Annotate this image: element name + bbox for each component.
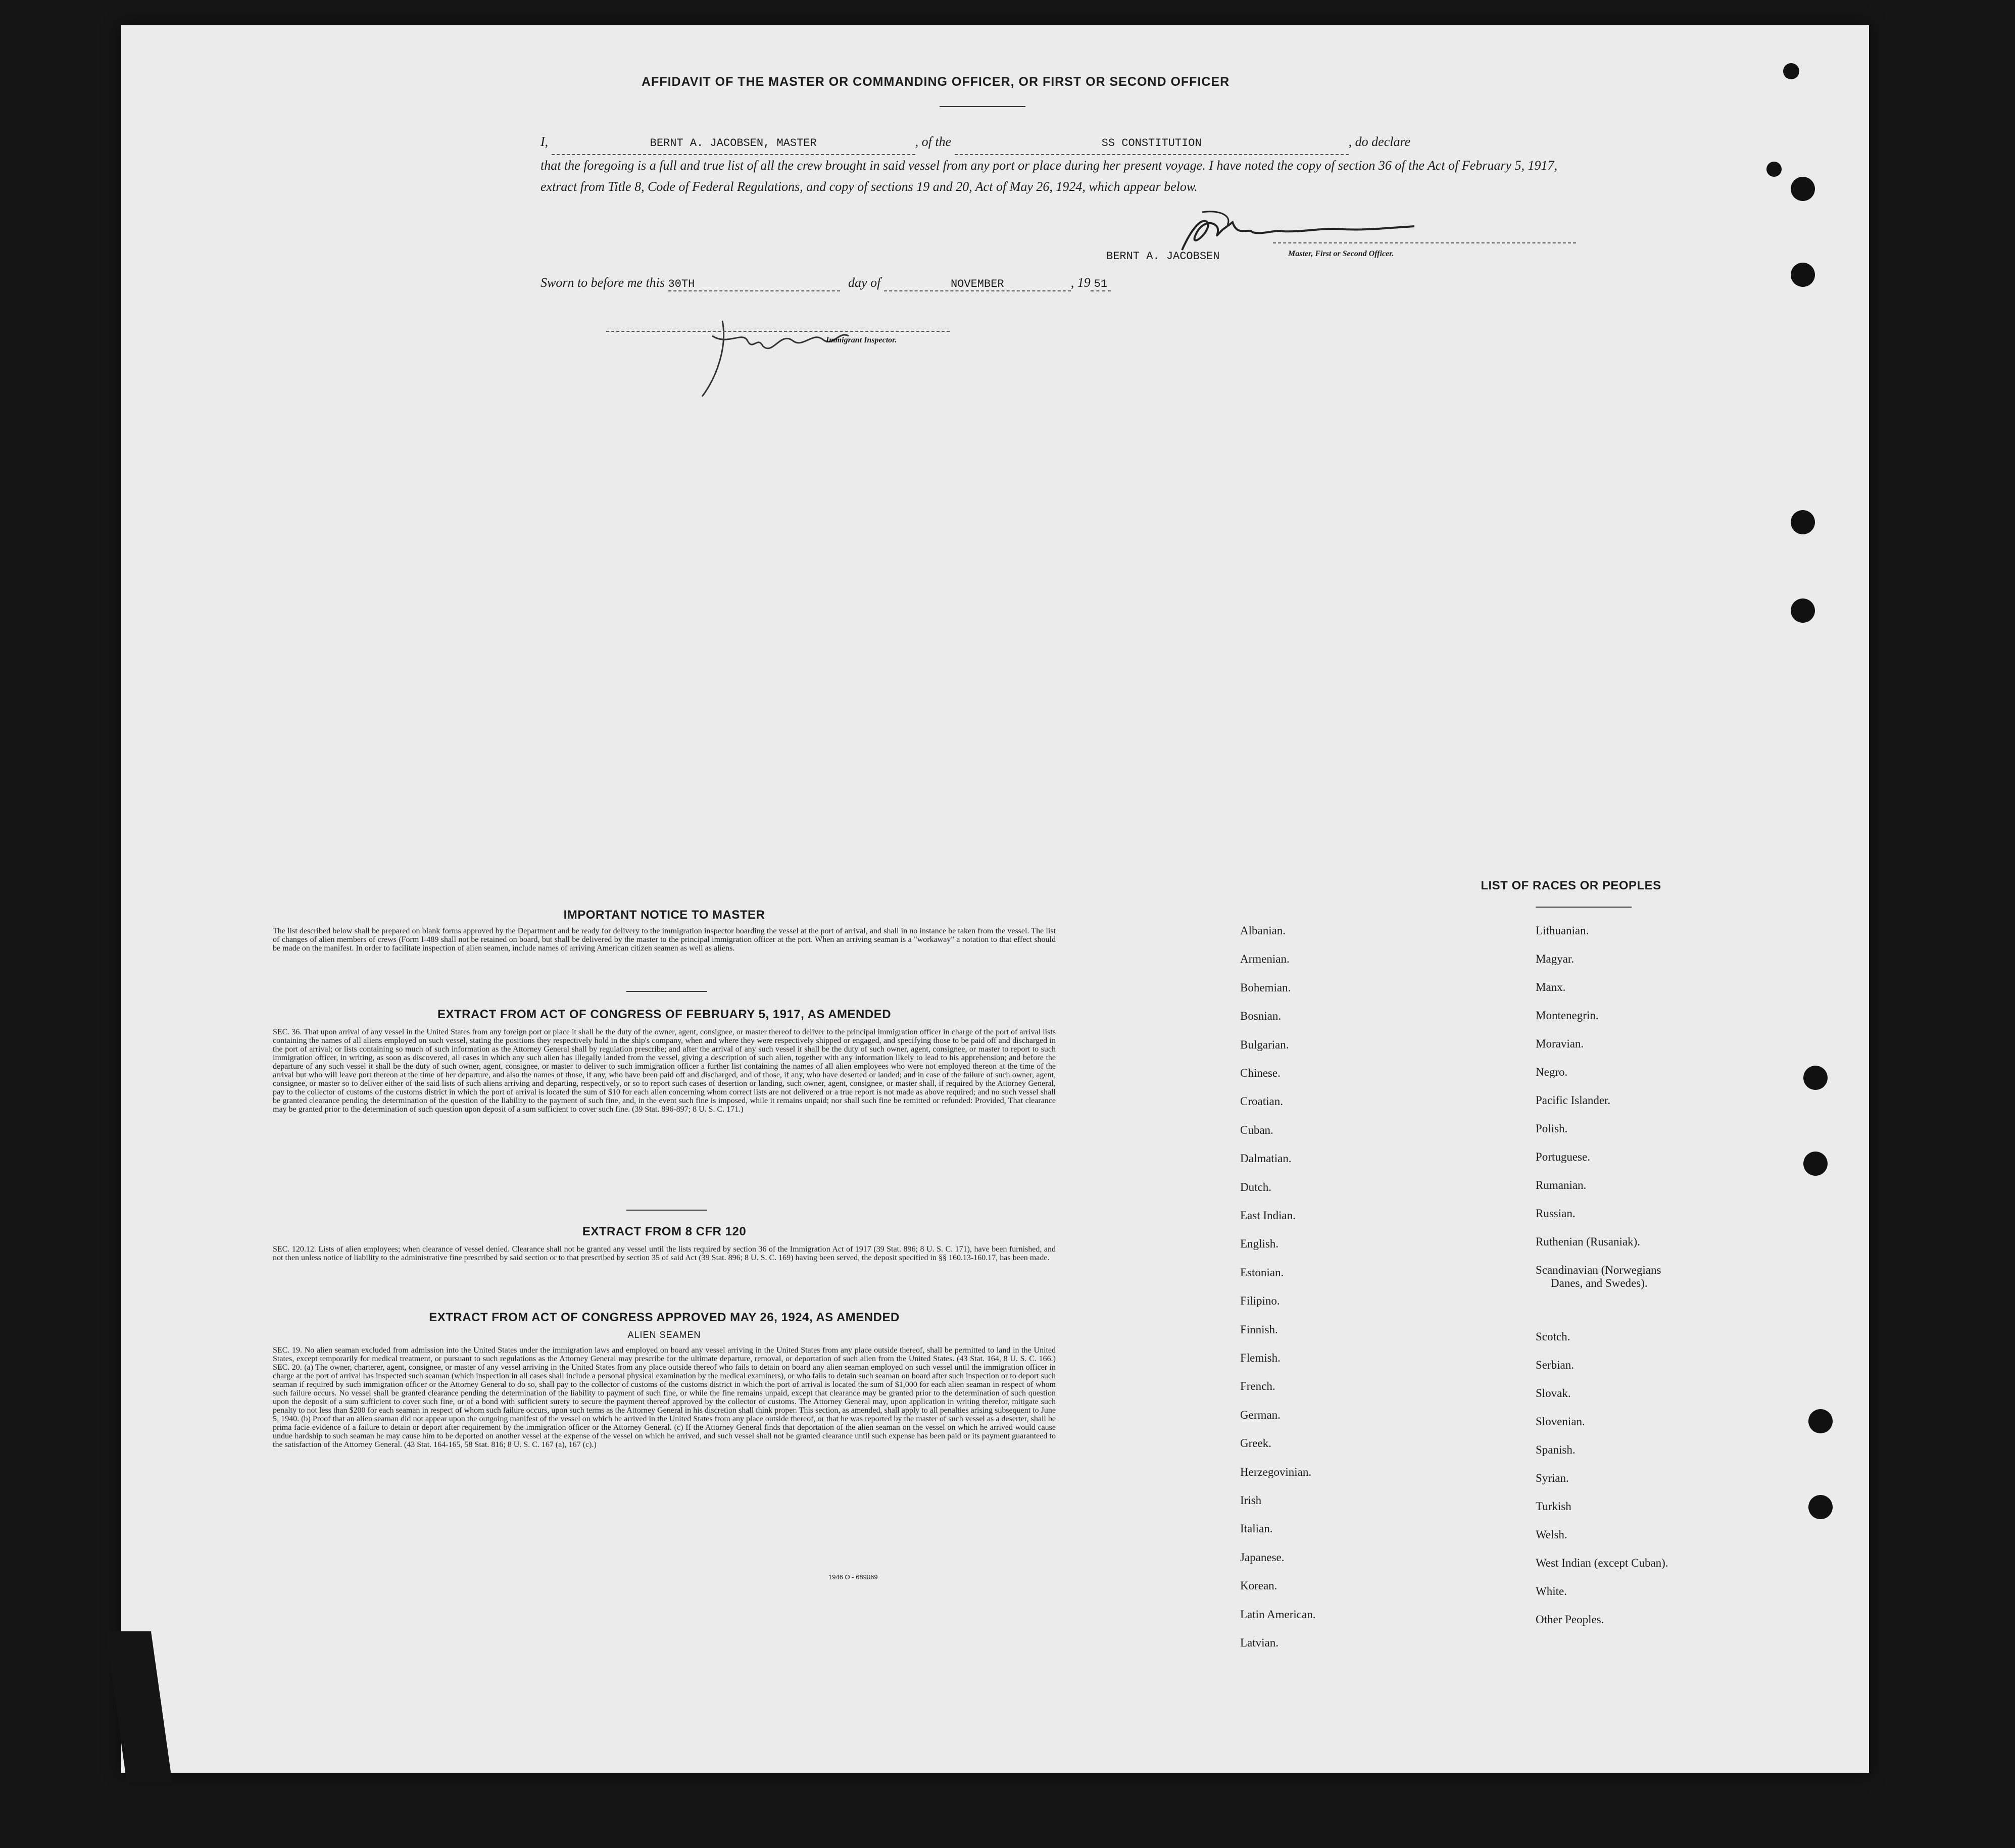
- signer-typed-name: BERNT A. JACOBSEN: [1106, 250, 1220, 263]
- race-item: Rumanian.: [1536, 1179, 1587, 1191]
- race-item: Moravian.: [1536, 1037, 1584, 1050]
- race-item: Pacific Islander.: [1536, 1094, 1611, 1107]
- race-item: Irish: [1240, 1494, 1262, 1507]
- races-rule: [1536, 907, 1632, 908]
- inspector-signature-line: [606, 331, 950, 332]
- race-item: German.: [1240, 1408, 1281, 1421]
- year-prefix: , 19: [1070, 275, 1091, 290]
- race-item: Polish.: [1536, 1122, 1568, 1135]
- race-item: Japanese.: [1240, 1551, 1285, 1564]
- do-declare-label: , do declare: [1348, 134, 1411, 149]
- sworn-label: Sworn to before me this: [540, 275, 665, 290]
- race-item: Russian.: [1536, 1207, 1576, 1220]
- race-item: Bulgarian.: [1240, 1038, 1289, 1051]
- extract1924-text: SEC. 19. No alien seaman excluded from admission into the United States under the immigration laws and employed on board any vessel arriving in the United States from any place outside thereof, shall be permitted to land in the United States, except temporarily for medical treatment, or pursuant to such regulations as the Attorney General may prescribe for the ultimate departure, removal, or deportation of such alien from the United States. (43 Stat. 164, 8 U. S. C. 166.) SEC. 20. (a) The owner, charterer, agent, consignee, or master of any vessel arriving in the United States from any place outside thereof who fails to detain on board any alien seaman employed on such vessel until the immigration officer in charge at the port of arrival has inspected such seaman (which inspection in all cases shall include a personal physical examination by the medical examiners), or who fails to detain such seaman on board after such inspection or to deport such seaman if required by such immigration officer or the Attorney General to do so, shall pay to the collector of customs of the customs district in which the port of arrival is located the sum of $1,000 for each alien seaman in respect of whom such failure occurs. No vessel shall be granted clearance pending the determination of the liability to payment of such fine, or while the fine remains unpaid, except that clearance may be granted prior to the determination of such question upon the deposit of a sum sufficient to cover such fine, or of a bond with sufficient surety to secure the payment thereof approved by the collector of customs. The Attorney General may, upon application in writing therefor, mitigate such penalty to not less than $200 for each seaman in respect of whom such failure occurs, upon such terms as the Attorney General in his discretion shall think proper. This section, as amended, shall apply to all penalties arising subsequent to June 5, 1940. (b) Proof that an alien seaman did not appear upon the outgoing manifest of the vessel on which he arrived in the United States from any place outside thereof, or that he was reported by the master of such vessel as a deserter, shall be prima facie evidence of a failure to detain or deport after requirement by the immigration officer or the Attorney General. (c) If the Attorney General finds that deportation of the alien seaman on the vessel on which he arrived would cause undue hardship to such seaman he may cause him to be deported on another vessel at the expense of the vessel on which he arrived, and such vessel shall not be granted clearance until such expense has been paid or its payment guaranteed to the satisfaction of the Attorney General. (43 Stat. 164-165, 58 Stat. 816; 8 U. S. C. 167 (a), 167 (c).): [273, 1346, 1056, 1449]
- print-code: 1946 O - 689069: [828, 1573, 878, 1581]
- race-item: Manx.: [1536, 981, 1566, 993]
- race-item: Montenegrin.: [1536, 1009, 1599, 1022]
- master-name-field: BERNT A. JACOBSEN, MASTER: [552, 133, 915, 155]
- sworn-line: [540, 275, 1111, 291]
- affidavit-i: I,: [540, 134, 549, 149]
- extract1917-rule: [626, 1210, 707, 1211]
- race-item: West Indian (except Cuban).: [1536, 1557, 1668, 1569]
- race-item: Other Peoples.: [1536, 1613, 1604, 1626]
- race-item: Greek.: [1240, 1437, 1271, 1450]
- inspector-signature: [672, 301, 899, 402]
- month-field: NOVEMBER: [884, 278, 1071, 291]
- document-page: [121, 25, 1869, 1773]
- race-item: Slovak.: [1536, 1387, 1571, 1400]
- race-item: Serbian.: [1536, 1359, 1575, 1371]
- race-item: Chinese.: [1240, 1067, 1281, 1079]
- day-field: 30TH: [668, 278, 840, 291]
- heading-rule: [940, 106, 1025, 107]
- race-item: Herzegovinian.: [1240, 1465, 1312, 1478]
- extract8cfr-title: EXTRACT FROM 8 CFR 120: [582, 1225, 747, 1238]
- extract1924-subtitle: ALIEN SEAMEN: [627, 1330, 701, 1340]
- race-item: Scotch.: [1536, 1330, 1570, 1343]
- race-item: Bohemian.: [1240, 981, 1291, 994]
- race-item: Armenian.: [1240, 953, 1290, 966]
- race-item: Danes, and Swedes).: [1551, 1277, 1648, 1289]
- race-item: English.: [1240, 1237, 1279, 1251]
- race-item: Latvian.: [1240, 1636, 1279, 1649]
- extract1917-text: SEC. 36. That upon arrival of any vessel in the United States from any foreign port or place it shall be the duty of the owner, agent, consignee, or master thereof to deliver to the principal immigration officer in charge of the port of arrival lists containing the names of all aliens employed on such vessel, stating the positions they respectively hold in the ship's company, when and where they were respectively shipped or engaged, and specifying those to be paid off and discharged in the port of arrival; or lists containing so much of such information as the Attorney General shall by regulation prescribe; and after the arrival of any such vessel it shall be the duty of such owner, agent, consignee, or master to report to such immigration officer, in writing, as soon as discovered, all cases in which any such alien has illegally landed from the vessel, giving a description of such alien, together with any information likely to lead to his apprehension; and before the departure of any such vessel it shall be the duty of such owner, agent, consignee, or master to deliver to such immigration officer a further list containing the names of all alien employees who were not employed thereon at the time of the arrival but who will leave port thereon at the time of her departure, and also the names of those, if any, who have been paid off and discharged, and of those, if any, who have deserted or landed; and in case of the failure of such owner, agent, consignee, or master so to deliver either of the said lists of such aliens arriving and departing, respectively, or so to report such cases of desertion or landing, such owner, agent, consignee, or master shall, if required by the Attorney General, pay to the collector of customs of the customs district in which the port of arrival is located the sum of $10 for each alien concerning whom correct lists are not delivered or a true report is not made as above required; and no such vessel shall be granted clearance pending the determination of the question of the liability to the payment of such fine, and, in the event such fine is imposed, while it remains unpaid; nor shall such fine be remitted or refunded: Provided, That clearance may be granted prior to the determination of such question upon deposit of a sum sufficient to cover such fine. (39 Stat. 896-897; 8 U. S. C. 171.): [273, 1028, 1056, 1114]
- race-item: Italian.: [1240, 1522, 1273, 1535]
- race-item: Portuguese.: [1536, 1151, 1590, 1163]
- race-item: Welsh.: [1536, 1528, 1567, 1541]
- signer-role: Master, First or Second Officer.: [1288, 249, 1394, 258]
- race-item: Magyar.: [1536, 953, 1575, 965]
- race-item: Negro.: [1536, 1066, 1568, 1078]
- race-item: Lithuanian.: [1536, 924, 1589, 937]
- punch-hole: [1783, 63, 1799, 79]
- punch-hole: [1808, 1409, 1833, 1433]
- race-item: Bosnian.: [1240, 1010, 1282, 1023]
- race-item: French.: [1240, 1380, 1275, 1393]
- punch-hole: [1791, 510, 1815, 534]
- race-item: Slovenian.: [1536, 1415, 1585, 1428]
- race-item: Scandinavian (Norwegians: [1536, 1264, 1661, 1276]
- of-the-label: , of the: [915, 134, 952, 149]
- race-item: Syrian.: [1536, 1472, 1569, 1484]
- punch-hole: [1803, 1066, 1828, 1090]
- extract1924-title: EXTRACT FROM ACT OF CONGRESS APPROVED MAY 26, 1924, AS AMENDED: [429, 1311, 900, 1324]
- notice-rule: [626, 991, 707, 992]
- punch-hole: [1808, 1495, 1833, 1519]
- race-item: Ruthenian (Rusaniak).: [1536, 1235, 1640, 1248]
- race-item: Latin American.: [1240, 1608, 1316, 1621]
- inspector-label: Immigrant Inspector.: [826, 336, 897, 344]
- race-item: Korean.: [1240, 1579, 1277, 1592]
- vessel-name-field: SS CONSTITUTION: [955, 133, 1349, 155]
- punch-hole: [1803, 1152, 1828, 1176]
- races-title: LIST OF RACES OR PEOPLES: [1481, 879, 1661, 892]
- race-item: Estonian.: [1240, 1266, 1284, 1279]
- notice-text: The list described below shall be prepared on blank forms approved by the Department and be ready for delivery to the immigration inspector boarding the vessel at the port of arrival, and shall in no instance be taken from the vessel. The list of changes of alien members of crews (Form I-489 shall not be retained on board, but shall be delivered by the master to the principal immigration officer at the port. When an arriving seaman is a "workaway" a notation to that effect should be made on the manifest. In order to facilitate inspection of alien seamen, include names of arriving American citizen seamen as well as aliens.: [273, 927, 1056, 953]
- punch-hole: [1791, 598, 1815, 623]
- punch-hole: [1791, 177, 1815, 201]
- race-item: Albanian.: [1240, 924, 1286, 937]
- punch-hole: [1791, 263, 1815, 287]
- race-item: Dalmatian.: [1240, 1152, 1292, 1165]
- race-item: Filipino.: [1240, 1294, 1280, 1308]
- race-item: Dutch.: [1240, 1180, 1271, 1193]
- day-of-label: day of: [848, 275, 881, 290]
- master-signature-line: [1273, 242, 1576, 243]
- year-field: 51: [1091, 278, 1111, 291]
- notice-title: IMPORTANT NOTICE TO MASTER: [563, 908, 765, 922]
- affidavit-heading: AFFIDAVIT OF THE MASTER OR COMMANDING OFFICER, OR FIRST OR SECOND OFFICER: [642, 75, 1230, 89]
- race-item: Flemish.: [1240, 1352, 1281, 1364]
- race-item: Croatian.: [1240, 1095, 1283, 1108]
- race-item: White.: [1536, 1585, 1567, 1597]
- affidavit-text: that the foregoing is a full and true list of all the crew brought in said vessel from any port or place during her present voyage. I have noted the copy of section 36 of the Act of February 5, 1917, extract from Title 8, Code of Federal Regulations, and copy of sections 19 and 20, Act of May 26, 1924, which appear below.: [540, 158, 1558, 194]
- race-item: Finnish.: [1240, 1323, 1278, 1336]
- race-item: Cuban.: [1240, 1123, 1273, 1136]
- race-item: East Indian.: [1240, 1209, 1296, 1222]
- punch-hole: [1766, 162, 1782, 177]
- race-item: Spanish.: [1536, 1443, 1576, 1456]
- affidavit-paragraph: [540, 131, 1586, 197]
- race-item: Turkish: [1536, 1500, 1571, 1513]
- extract8cfr-text: SEC. 120.12. Lists of alien employees; when clearance of vessel denied. Clearance shall not be granted any vessel until the lists required by section 36 of the Immigration Act of 1917 (39 Stat. 896; 8 U. S. C. 171), have been furnished, and not then unless notice of liability to the administrative fine prescribed by said section or to that prescribed by section 35 of said Act (39 Stat. 896; 8 U. S. C. 169) having been served, the deposit specified in §§ 160.13-160.17, has been made.: [273, 1245, 1056, 1262]
- extract1917-title: EXTRACT FROM ACT OF CONGRESS OF FEBRUARY 5, 1917, AS AMENDED: [437, 1008, 892, 1021]
